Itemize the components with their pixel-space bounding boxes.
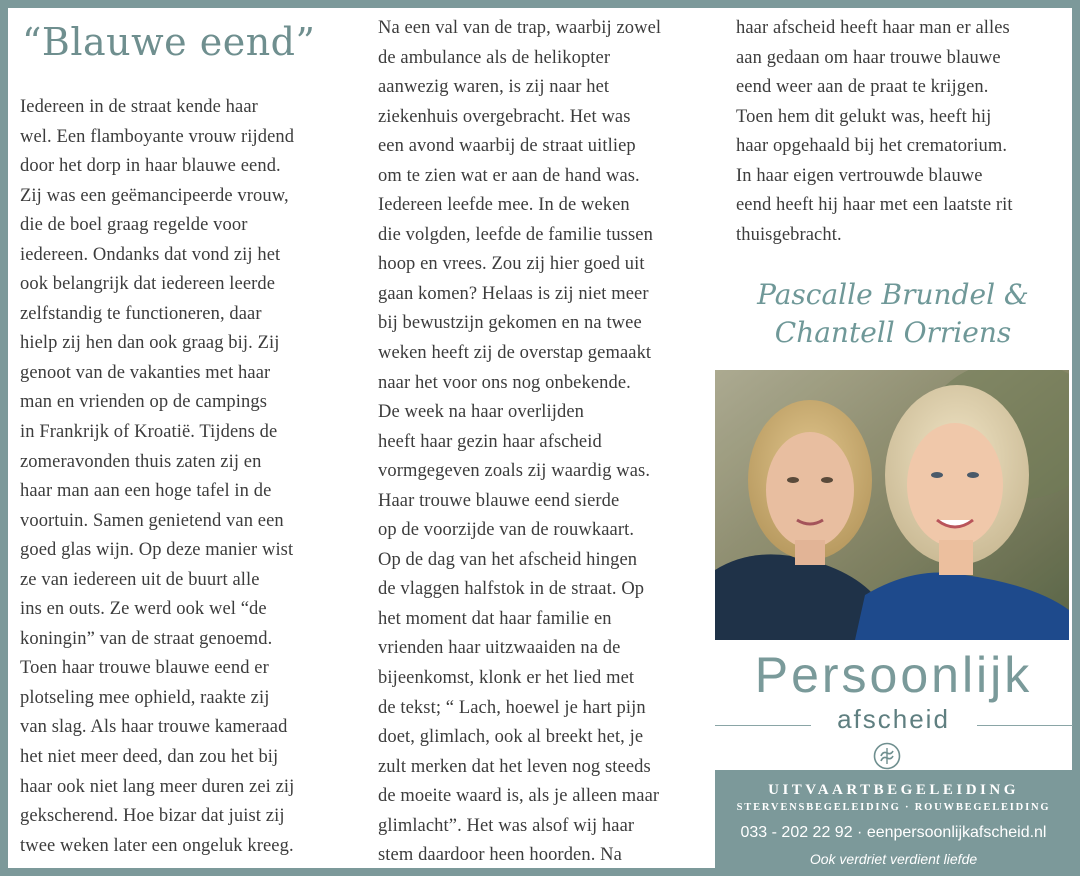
- article-line: door het dorp in haar blauwe eend.: [20, 156, 281, 177]
- article-line: glimlacht”. Het was alsof wij haar: [378, 815, 635, 836]
- article-line: weken heeft zij de overstap gemaakt: [378, 343, 652, 364]
- article-line: zelfstandig te functioneren, daar: [20, 303, 262, 324]
- article-line: aanwezig waren, is zij naar het: [378, 77, 610, 98]
- article-line: die de boel graag regelde voor: [20, 215, 248, 236]
- article-line: naar het voor ons nog onbekende.: [378, 372, 631, 393]
- footer-title: UITVAARTBEGELEIDING: [768, 782, 1019, 798]
- article-text-column-3: [736, 14, 1071, 250]
- article-line: van slag. Als haar trouwe kameraad: [20, 717, 288, 738]
- article-line: wel. Een flamboyante vrouw rijdend: [20, 126, 295, 147]
- article-line: haar afscheid heeft haar man er alles: [736, 18, 1010, 38]
- article-line: de ambulance als de helikopter: [378, 47, 611, 68]
- signature-line-1: Pascalle Brundel &: [757, 278, 1029, 311]
- divider-right: [977, 725, 1073, 726]
- article-line: haar ook niet lang meer duren zei zij: [20, 776, 295, 797]
- article-line: de moeite waard is, als je alleen maar: [378, 786, 660, 807]
- article-line: haar opgehaald bij het crematorium.: [736, 136, 1008, 157]
- article-line: ins en outs. Ze werd ook wel “de: [20, 599, 267, 620]
- article-column-1: [20, 8, 355, 861]
- article-line: het moment dat haar familie en: [378, 608, 612, 629]
- article-line: goed glas wijn. Op deze manier wist: [20, 540, 294, 561]
- article-line: vormgegeven zoals zij waardig was.: [378, 461, 651, 482]
- article-line: ziekenhuis overgebracht. Het was: [378, 106, 631, 127]
- article-line: die volgden, leefde de familie tussen: [378, 224, 653, 245]
- article-text-column-1: [20, 93, 355, 861]
- footer-services: STERVENSBEGELEIDING · ROUWBEGELEIDING: [736, 802, 1051, 813]
- article-line: stem daardoor heen hoorden. Na: [378, 845, 622, 866]
- article-line: ze van iedereen uit de buurt alle: [20, 569, 260, 590]
- article-line: twee weken later een ongeluk kreeg.: [20, 835, 294, 856]
- article-line: zult merken dat het leven nog steeds: [378, 756, 651, 777]
- article-line: in Frankrijk of Kroatië. Tijdens de: [20, 422, 278, 443]
- article-line: bij bewustzijn gekomen en na twee: [378, 313, 642, 334]
- article-line: heeft haar gezin haar afscheid: [378, 431, 602, 452]
- article-line: Zij was een geëmancipeerde vrouw,: [20, 185, 289, 206]
- article-line: zomeravonden thuis zaten zij en: [20, 451, 262, 472]
- article-line: het niet meer deed, dan zou het bij: [20, 747, 279, 768]
- author-signature: [748, 276, 1038, 352]
- article-line: een avond waarbij de straat uitliep: [378, 136, 636, 157]
- article-line: de tekst; “ Lach, hoewel je hart pijn: [378, 697, 646, 718]
- article-line: plotseling mee ophield, raakte zij: [20, 687, 270, 708]
- article-line: hielp zij hen dan ook graag bij. Zij: [20, 333, 280, 354]
- signature-line-2: Chantell Orriens: [774, 316, 1012, 349]
- footer-tagline: Ook verdriet verdient liefde: [809, 851, 978, 867]
- two-women-portrait-photo-icon: [715, 370, 1069, 640]
- article-line: koningin” van de straat genoemd.: [20, 628, 273, 649]
- brand-name: Persoonlijk: [754, 647, 1033, 703]
- article-line: genoot van de vakanties met haar: [20, 362, 271, 383]
- article-line: gaan komen? Helaas is zij niet meer: [378, 283, 649, 304]
- footer-contact: 033 - 202 22 92 · eenpersoonlijkafscheid.nl: [740, 824, 1047, 841]
- article-line: haar man aan een hoge tafel in de: [20, 481, 272, 502]
- article-line: hoop en vrees. Zou zij hier goed uit: [378, 254, 645, 275]
- article-line: ook belangrijk dat iedereen leerde: [20, 274, 276, 295]
- article-text-column-2: [378, 14, 718, 871]
- article-column-3: [736, 8, 1071, 250]
- article-line: gekscherend. Hoe bizar dat juist zij: [20, 806, 285, 827]
- brand-logo-block: [715, 646, 1072, 776]
- portrait-photo: [715, 370, 1069, 640]
- article-line: Haar trouwe blauwe eend sierde: [378, 490, 620, 511]
- article-line: man en vrienden op de campings: [20, 392, 268, 413]
- article-line: In haar eigen vertrouwde blauwe: [736, 165, 983, 186]
- article-line: om te zien wat er aan de hand was.: [378, 165, 640, 186]
- article-line: Na een val van de trap, waarbij zowel: [378, 18, 662, 38]
- article-line: eend weer aan de praat te krijgen.: [736, 77, 989, 98]
- persoonlijk-afscheid-logo-icon: [873, 742, 901, 770]
- article-line: Iedereen leefde mee. In de weken: [378, 195, 630, 216]
- article-line: doet, glimlach, ook al breekt het, je: [378, 727, 644, 748]
- article-line: bijeenkomst, klonk er het lied met: [378, 668, 635, 689]
- article-line: Toen hem dit gelukt was, heeft hij: [736, 106, 992, 127]
- article-line: eend heeft hij haar met een laatste rit: [736, 195, 1013, 216]
- article-line: Iedereen in de straat kende haar: [20, 97, 258, 117]
- article-line: Toen haar trouwe blauwe eend er: [20, 658, 269, 679]
- article-line: Op de dag van het afscheid hingen: [378, 549, 638, 570]
- article-line: De week na haar overlijden: [378, 402, 585, 423]
- article-column-2: [378, 8, 718, 871]
- article-line: iedereen. Ondanks dat vond zij het: [20, 244, 281, 265]
- article-line: op de voorzijde van de rouwkaart.: [378, 520, 635, 541]
- article-line: vrienden haar uitzwaaiden na de: [378, 638, 621, 659]
- contact-footer: [715, 770, 1072, 876]
- article-line: aan gedaan om haar trouwe blauwe: [736, 47, 1001, 68]
- article-title: “Blauwe eend”: [22, 20, 316, 64]
- article-line: voortuin. Samen genietend van een: [20, 510, 284, 531]
- article-line: de vlaggen halfstok in de straat. Op: [378, 579, 645, 600]
- brand-subtitle: afscheid: [837, 704, 950, 734]
- article-line: thuisgebracht.: [736, 224, 842, 245]
